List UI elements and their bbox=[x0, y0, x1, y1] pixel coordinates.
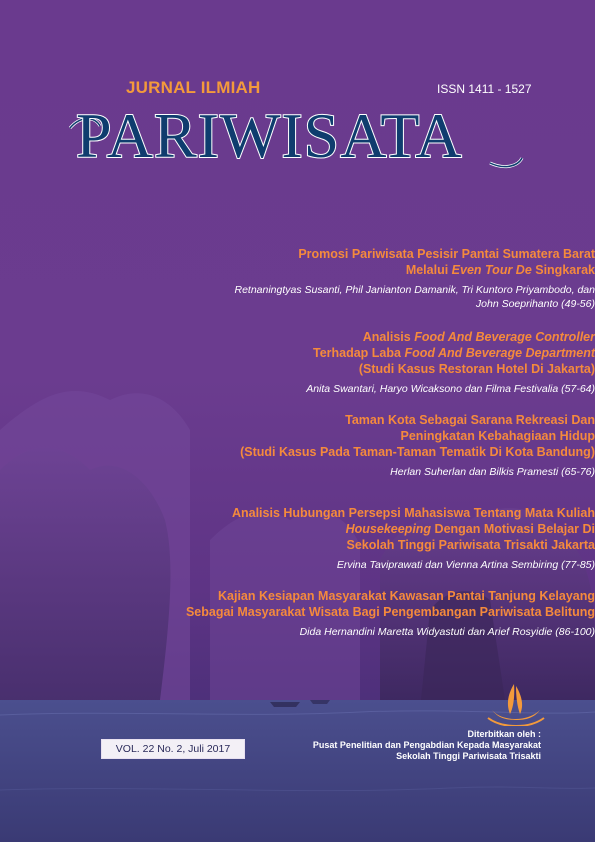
publisher-info bbox=[313, 729, 541, 762]
authors-line: Dida Hernandini Maretta Widyastuti dan Arief Rosyidie (86-100) bbox=[299, 626, 595, 638]
article-4[interactable] bbox=[135, 505, 595, 572]
article-authors bbox=[135, 625, 595, 639]
authors-line: Ervina Taviprawati dan Vienna Artina Sembiring (77-85) bbox=[336, 559, 595, 571]
article-2[interactable] bbox=[135, 329, 595, 396]
title-text: Kajian Kesiapan Masyarakat Kawasan Pantai Tanjung Kelayang bbox=[218, 589, 595, 603]
article-authors bbox=[135, 465, 595, 479]
article-title bbox=[135, 246, 595, 278]
title-text-italic: Housekeeping bbox=[345, 522, 432, 536]
article-authors bbox=[135, 382, 595, 396]
title-text: Analisis Hubungan Persepsi Mahasiswa Tentang Mata Kuliah bbox=[231, 506, 595, 520]
title-text: Dengan Motivasi Belajar Di bbox=[431, 522, 595, 536]
volume-badge: VOL. 22 No. 2, Juli 2017 bbox=[101, 739, 245, 759]
title-text-italic: Food And Beverage Department bbox=[404, 346, 595, 360]
title-text: Terhadap Laba bbox=[312, 346, 405, 360]
authors-line: Anita Swantari, Haryo Wicaksono dan Filma Festivalia (57-64) bbox=[306, 383, 595, 395]
title-text-italic: Even Tour De bbox=[451, 263, 532, 277]
title-text: Peningkatan Kebahagiaan Hidup bbox=[400, 429, 595, 443]
journal-label: JURNAL ILMIAH bbox=[126, 78, 261, 97]
title-text: (Studi Kasus Pada Taman-Taman Tematik Di Kota Bandung) bbox=[240, 445, 595, 459]
article-5[interactable] bbox=[135, 588, 595, 639]
title-text: Analisis bbox=[362, 330, 415, 344]
article-authors bbox=[135, 283, 595, 311]
published-by-label: Diterbitkan oleh : bbox=[467, 729, 541, 739]
authors-line: Retnaningtyas Susanti, Phil Janianton Damanik, Tri Kuntoro Priyambodo, dan bbox=[234, 284, 595, 296]
article-title bbox=[135, 505, 595, 553]
authors-line: Herlan Suherlan dan Bilkis Pramesti (65-76) bbox=[390, 466, 595, 478]
publisher-name: Pusat Penelitian dan Pengabdian Kepada Masyarakat bbox=[312, 740, 541, 750]
issn-number: ISSN 1411 - 1527 bbox=[437, 82, 532, 96]
article-title bbox=[135, 329, 595, 377]
article-authors bbox=[135, 558, 595, 572]
title-text: Taman Kota Sebagai Sarana Rekreasi Dan bbox=[345, 413, 595, 427]
title-text: Melalui bbox=[405, 263, 452, 277]
title-text: Promosi Pariwisata Pesisir Pantai Sumatera Barat bbox=[298, 247, 595, 261]
title-text-italic: Food And Beverage Controller bbox=[414, 330, 595, 344]
article-3[interactable] bbox=[135, 412, 595, 479]
title-text: Singkarak bbox=[531, 263, 595, 277]
sail-boat-logo-icon bbox=[486, 682, 546, 726]
article-title bbox=[135, 588, 595, 620]
publisher-institution: Sekolah Tinggi Pariwisata Trisakti bbox=[396, 751, 541, 761]
title-text: (Studi Kasus Restoran Hotel Di Jakarta) bbox=[358, 362, 595, 376]
article-title bbox=[135, 412, 595, 460]
authors-line: John Soeprihanto (49-56) bbox=[475, 298, 595, 310]
title-text: Sekolah Tinggi Pariwisata Trisakti Jakarta bbox=[346, 538, 595, 552]
journal-title: PARIWISATA bbox=[76, 100, 463, 171]
title-text: Sebagai Masyarakat Wisata Bagi Pengembangan Pariwisata Belitung bbox=[185, 605, 595, 619]
article-1[interactable] bbox=[135, 246, 595, 311]
